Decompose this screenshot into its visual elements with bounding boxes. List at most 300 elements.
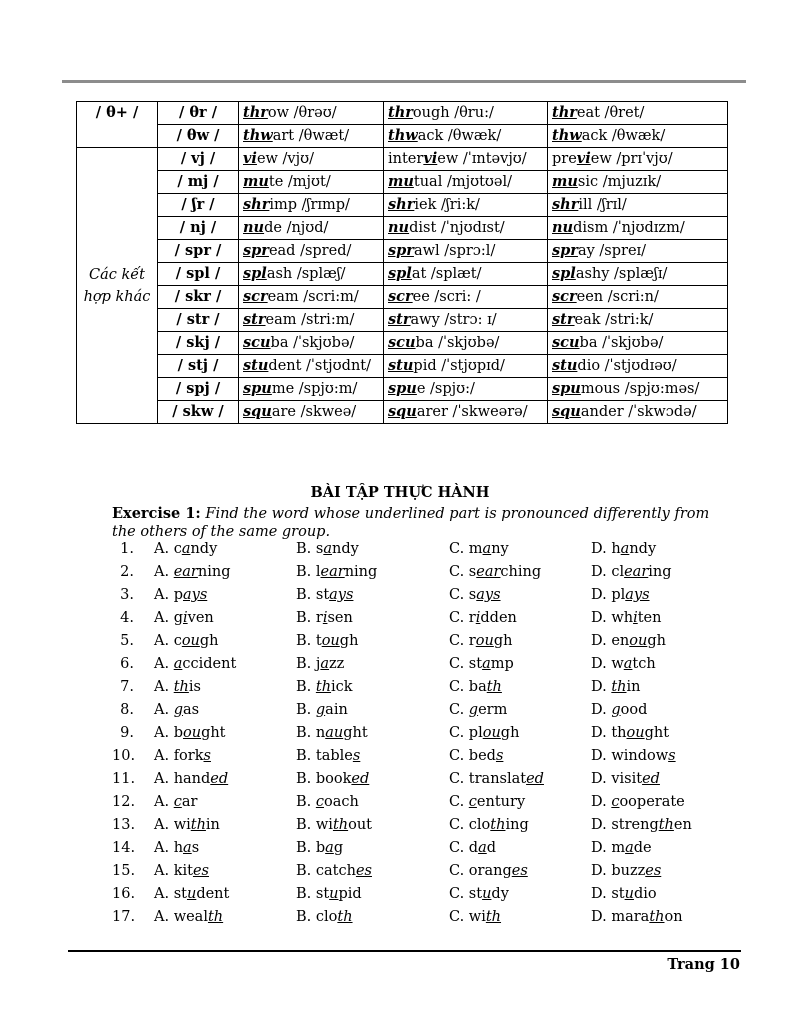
option-rest: ick (331, 679, 353, 695)
underlined-part: thr (388, 104, 413, 121)
underlined-part: th (611, 679, 627, 695)
cluster-cell: / str / (158, 309, 239, 332)
underlined-part: a (620, 541, 630, 557)
underlined-part: es (355, 863, 372, 879)
option-rest: gh (493, 633, 513, 649)
option-c (449, 886, 509, 902)
option-rest: ning (197, 564, 231, 580)
option-prefix: A. (154, 794, 174, 810)
item-number: 2. (120, 564, 134, 580)
word-rest: me /spjʊ:m/ (271, 381, 358, 397)
option-prefix: C. m (449, 541, 483, 557)
option-rest: on (664, 909, 683, 925)
underlined-part: ou (182, 725, 202, 741)
item-number: 10. (112, 748, 136, 764)
example-word-cell (384, 332, 548, 355)
example-word-cell (384, 309, 548, 332)
underlined-part: u (186, 886, 197, 902)
option-rest: gh (647, 633, 666, 649)
example-word-cell (239, 401, 384, 424)
underlined-part: stu (552, 357, 578, 374)
option-c (449, 587, 501, 603)
option-a (154, 817, 220, 833)
underlined-part: th (486, 679, 502, 695)
item-number: 9. (120, 725, 134, 741)
option-rest: ven (187, 610, 214, 626)
option-d (591, 863, 661, 879)
underlined-part: spl (388, 265, 412, 282)
underlined-part: vi (576, 150, 591, 167)
word-rest: ba /ˈskjʊbə/ (579, 335, 664, 351)
option-b (296, 702, 348, 718)
option-b (296, 541, 359, 557)
word-rest: dist /ˈnjʊdɪst/ (409, 220, 505, 236)
option-d (591, 817, 692, 833)
word-rest: een /scri:n/ (576, 289, 659, 305)
exercise-label: Exercise 1: (112, 505, 201, 522)
word-rest: arer /ˈskweərə/ (416, 404, 528, 420)
option-prefix: C. d (449, 840, 479, 856)
underlined-part: a (625, 840, 634, 856)
option-b (296, 817, 372, 833)
word-rest: ew /vjʊ/ (256, 151, 314, 167)
item-number: 5. (120, 633, 134, 649)
option-b (296, 840, 343, 856)
underlined-part: ays (476, 587, 501, 603)
option-prefix: D. (591, 794, 612, 810)
example-word-cell (239, 217, 384, 240)
item-number: 16. (112, 886, 136, 902)
word-rest: ash /splæʃ/ (266, 266, 346, 282)
underlined-part: s (668, 748, 676, 764)
underlined-part: ear (476, 564, 501, 580)
exercise-instruction (112, 505, 727, 541)
word-rest: art /θwæt/ (272, 128, 350, 144)
option-prefix: D. (591, 702, 612, 718)
option-rest: gh (339, 633, 359, 649)
option-a (154, 610, 214, 626)
option-b (296, 564, 377, 580)
underlined-part: th (190, 817, 206, 833)
header-rule (62, 80, 746, 83)
option-prefix: D. visit (591, 771, 643, 787)
option-prefix: D. wh (591, 610, 634, 626)
option-b (296, 794, 359, 810)
option-a (154, 794, 197, 810)
example-word-cell (548, 263, 728, 286)
word-rest: eam /scri:m/ (267, 289, 359, 305)
underlined-part: ed (210, 771, 229, 787)
example-word-cell (548, 217, 728, 240)
table-row (77, 240, 728, 263)
option-prefix: B. wi (296, 817, 333, 833)
underlined-part: ed (351, 771, 370, 787)
option-prefix: A. g (154, 610, 183, 626)
word-rest: ow /θrəʊ/ (267, 105, 337, 121)
underlined-part: c (315, 794, 324, 810)
underlined-part: ear (624, 564, 649, 580)
example-word-cell (239, 332, 384, 355)
underlined-part: th (315, 679, 332, 695)
underlined-part: spu (243, 380, 272, 397)
underlined-part: es (511, 863, 528, 879)
underlined-part: str (388, 311, 411, 328)
item-number: 11. (112, 771, 136, 787)
option-rest: ching (500, 564, 542, 580)
option-d (591, 771, 660, 787)
word-prefix: pre (552, 151, 577, 167)
word-rest: awy /strɔ: ɪ/ (410, 312, 497, 328)
word-rest: are /skweə/ (271, 404, 357, 420)
option-prefix: C. orang (449, 863, 512, 879)
word-rest: ee /scri: / (412, 289, 481, 305)
option-prefix: D. en (591, 633, 630, 649)
example-word-cell (384, 217, 548, 240)
underlined-part: shr (243, 196, 270, 213)
underlined-part: ou (181, 633, 200, 649)
word-rest: imp /ʃrɪmp/ (269, 197, 350, 213)
option-prefix: B. t (296, 633, 322, 649)
underlined-part: ou (629, 633, 648, 649)
word-rest: at /splæt/ (411, 266, 482, 282)
option-rest: ood (620, 702, 648, 718)
option-prefix: B. l (296, 564, 321, 580)
underlined-part: scu (552, 334, 580, 351)
underlined-part: vi (423, 150, 438, 167)
underlined-part: spu (388, 380, 417, 397)
option-a (154, 564, 230, 580)
option-prefix: C. ba (449, 679, 487, 695)
underlined-part: s (352, 748, 361, 764)
option-prefix: D. cl (591, 564, 625, 580)
underlined-part: thr (243, 104, 268, 121)
option-a (154, 679, 201, 695)
example-word-cell (548, 194, 728, 217)
table-row (77, 355, 728, 378)
option-a (154, 587, 207, 603)
table-row (77, 286, 728, 309)
underlined-part: th (173, 679, 189, 695)
underlined-part: a (181, 541, 191, 557)
option-c (449, 909, 501, 925)
underlined-part: a (623, 656, 633, 672)
underlined-part: i (475, 610, 481, 626)
example-word-cell (239, 171, 384, 194)
underlined-part: i (322, 610, 328, 626)
example-word-cell (239, 286, 384, 309)
example-word-cell (239, 102, 384, 125)
underlined-part: scr (388, 288, 413, 305)
option-c (449, 840, 496, 856)
option-rest: g (333, 840, 344, 856)
option-b (296, 633, 358, 649)
example-word-cell (548, 171, 728, 194)
word-rest: sic /mjuzɪk/ (577, 174, 662, 190)
item-number: 4. (120, 610, 134, 626)
option-b (296, 748, 360, 764)
option-c (449, 863, 528, 879)
underlined-part: squ (552, 403, 581, 420)
cluster-cell: / ʃr / (158, 194, 239, 217)
option-prefix: B. table (296, 748, 353, 764)
example-word-cell (384, 240, 548, 263)
option-a (154, 840, 199, 856)
example-word-cell (384, 263, 548, 286)
example-word-cell (384, 102, 548, 125)
underlined-part: es (192, 863, 209, 879)
underlined-part: thw (552, 127, 582, 144)
example-word-cell (548, 286, 728, 309)
option-d (591, 840, 652, 856)
option-d (591, 909, 683, 925)
underlined-part: au (325, 725, 344, 741)
option-d (591, 633, 666, 649)
example-word-cell (548, 102, 728, 125)
example-word-cell (239, 263, 384, 286)
footer-rule (68, 950, 741, 952)
option-a (154, 771, 228, 787)
example-word-cell (239, 148, 384, 171)
option-a (154, 863, 209, 879)
word-rest: pid /ˈstjʊpɪd/ (413, 358, 505, 374)
option-rest: gh (500, 725, 520, 741)
option-rest: zz (329, 656, 345, 672)
underlined-part: s (495, 748, 504, 764)
example-word-cell (239, 309, 384, 332)
option-prefix: B. st (296, 587, 330, 603)
option-prefix: B. b (296, 840, 326, 856)
option-a (154, 748, 211, 764)
option-prefix: D. th (591, 725, 627, 741)
option-prefix: B. r (296, 610, 323, 626)
option-prefix: D. mara (591, 909, 650, 925)
option-d (591, 702, 647, 718)
option-prefix: A. c (154, 633, 182, 649)
option-prefix: A. wi (154, 817, 191, 833)
table-row (77, 378, 728, 401)
option-prefix: D. st (591, 886, 625, 902)
cluster-cell: / nj / (158, 217, 239, 240)
option-c (449, 656, 514, 672)
option-b (296, 656, 344, 672)
word-rest: ba /ˈskjʊbə/ (270, 335, 355, 351)
underlined-part: ou (475, 633, 494, 649)
example-word-cell (548, 355, 728, 378)
option-rest: in (626, 679, 641, 695)
option-c (449, 748, 503, 764)
word-rest: tual /mjʊtʊəl/ (413, 174, 512, 190)
underlined-part: a (183, 840, 192, 856)
item-number: 8. (120, 702, 134, 718)
option-prefix: A. st (154, 886, 187, 902)
word-rest: ba /ˈskjʊbə/ (415, 335, 500, 351)
option-rest: in (205, 817, 220, 833)
underlined-part: u (624, 886, 634, 902)
option-b (296, 909, 353, 925)
option-prefix: A. h (154, 840, 184, 856)
table-row (77, 125, 728, 148)
underlined-part: stu (243, 357, 269, 374)
underlined-part: nu (552, 219, 574, 236)
option-a (154, 725, 226, 741)
item-number: 13. (112, 817, 136, 833)
underlined-part: th (207, 909, 224, 925)
option-rest: erm (478, 702, 508, 718)
option-a (154, 909, 223, 925)
option-c (449, 771, 544, 787)
underlined-part: th (658, 817, 674, 833)
option-c (449, 725, 519, 741)
option-rest: ght (644, 725, 670, 741)
option-rest: ten (637, 610, 662, 626)
cluster-cell: / skw / (158, 401, 239, 424)
underlined-part: ou (626, 725, 645, 741)
option-rest: s (191, 840, 200, 856)
underlined-part: squ (388, 403, 417, 420)
underlined-part: thw (243, 127, 273, 144)
word-rest: dent /ˈstjʊdnt/ (268, 358, 372, 374)
table-row (77, 194, 728, 217)
word-rest: ew /ˈɪntəvjʊ/ (437, 151, 527, 167)
option-prefix: D. m (591, 840, 626, 856)
option-b (296, 886, 362, 902)
word-rest: ay /spreɪ/ (577, 243, 647, 259)
underlined-part: s (203, 748, 211, 764)
underlined-part: scu (388, 334, 416, 351)
option-prefix: C. s (449, 564, 477, 580)
option-rest: sen (327, 610, 353, 626)
word-rest: dio /ˈstjʊdɪəʊ/ (577, 358, 677, 374)
example-word-cell (384, 148, 548, 171)
option-prefix: D. pl (591, 587, 626, 603)
option-rest: d (486, 840, 497, 856)
word-rest: dism /ˈnjʊdɪzm/ (573, 220, 685, 236)
option-b (296, 863, 372, 879)
underlined-part: a (173, 656, 183, 672)
option-rest: ndy (629, 541, 657, 557)
underlined-part: str (243, 311, 266, 328)
underlined-part: a (478, 840, 487, 856)
phonics-table (76, 101, 728, 424)
underlined-part: g (173, 702, 183, 718)
underlined-part: th (490, 817, 506, 833)
option-d (591, 886, 657, 902)
underlined-part: spu (552, 380, 581, 397)
word-rest: ack /θwæk/ (417, 128, 502, 144)
underlined-part: thw (388, 127, 418, 144)
underlined-part: u (329, 886, 339, 902)
underlined-part: ou (321, 633, 340, 649)
underlined-part: spr (243, 242, 269, 259)
underlined-part: c (611, 794, 620, 810)
option-prefix: C. wi (449, 909, 486, 925)
underlined-part: scr (552, 288, 577, 305)
underlined-part: ear (173, 564, 198, 580)
item-number: 7. (120, 679, 134, 695)
option-d (591, 794, 685, 810)
option-c (449, 679, 502, 695)
option-prefix: A. fork (154, 748, 204, 764)
option-prefix: C. translat (449, 771, 527, 787)
underlined-part: scr (243, 288, 268, 305)
item-number: 15. (112, 863, 136, 879)
underlined-part: spr (552, 242, 578, 259)
underlined-part: i (633, 610, 638, 626)
option-c (449, 817, 529, 833)
underlined-part: th (332, 817, 349, 833)
word-rest: ew /prɪˈvjʊ/ (590, 151, 673, 167)
option-rest: ndy (190, 541, 218, 557)
example-word-cell (548, 309, 728, 332)
option-d (591, 587, 650, 603)
option-prefix: B. (296, 679, 316, 695)
underlined-part: nu (388, 219, 410, 236)
word-rest: eak /stri:k/ (574, 312, 654, 328)
option-prefix: A. (154, 564, 174, 580)
option-rest: en (673, 817, 692, 833)
word-rest: mous /spjʊ:məs/ (580, 381, 700, 397)
option-d (591, 725, 669, 741)
word-rest: ough /θru:/ (412, 105, 494, 121)
example-word-cell (239, 355, 384, 378)
option-c (449, 633, 512, 649)
cluster-cell: / mj / (158, 171, 239, 194)
underlined-part: a (482, 656, 491, 672)
option-prefix: D. w (591, 656, 624, 672)
option-d (591, 748, 676, 764)
underlined-part: mu (243, 173, 269, 190)
table-row (77, 148, 728, 171)
option-prefix: B. clo (296, 909, 338, 925)
cluster-cell: / skr / (158, 286, 239, 309)
page-number: Trang 10 (667, 956, 740, 973)
option-prefix: B. j (296, 656, 321, 672)
example-word-cell (548, 240, 728, 263)
option-rest: dio (633, 886, 657, 902)
group-other-cell: Các kết hợp khác (77, 148, 158, 424)
option-prefix: C. (449, 794, 469, 810)
option-prefix: C. pl (449, 725, 483, 741)
word-rest: ashy /splæʃɪ/ (575, 266, 668, 282)
option-b (296, 771, 369, 787)
option-rest: is (188, 679, 201, 695)
option-prefix: A. hand (154, 771, 211, 787)
example-word-cell (239, 240, 384, 263)
word-rest: awl /sprɔ:l/ (413, 243, 496, 259)
example-word-cell (548, 332, 728, 355)
word-rest: te /mjʊt/ (268, 174, 331, 190)
section-title: BÀI TẬP THỰC HÀNH (310, 484, 490, 501)
option-prefix: C. clo (449, 817, 491, 833)
word-rest: ack /θwæk/ (581, 128, 666, 144)
cluster-cell: / θr / (158, 102, 239, 125)
option-b (296, 725, 368, 741)
underlined-part: shr (552, 196, 579, 213)
example-word-cell (384, 125, 548, 148)
option-d (591, 656, 656, 672)
option-rest: ght (201, 725, 226, 741)
option-rest: ing (505, 817, 529, 833)
underlined-part: ays (329, 587, 354, 603)
option-prefix: B. catch (296, 863, 356, 879)
option-prefix: A. p (154, 587, 183, 603)
underlined-part: thr (552, 104, 577, 121)
option-prefix: C. (449, 702, 469, 718)
option-prefix: C. r (449, 610, 476, 626)
word-rest: ander /ˈskwɔdə/ (580, 404, 697, 420)
option-prefix: A. weal (154, 909, 208, 925)
underlined-part: squ (243, 403, 272, 420)
